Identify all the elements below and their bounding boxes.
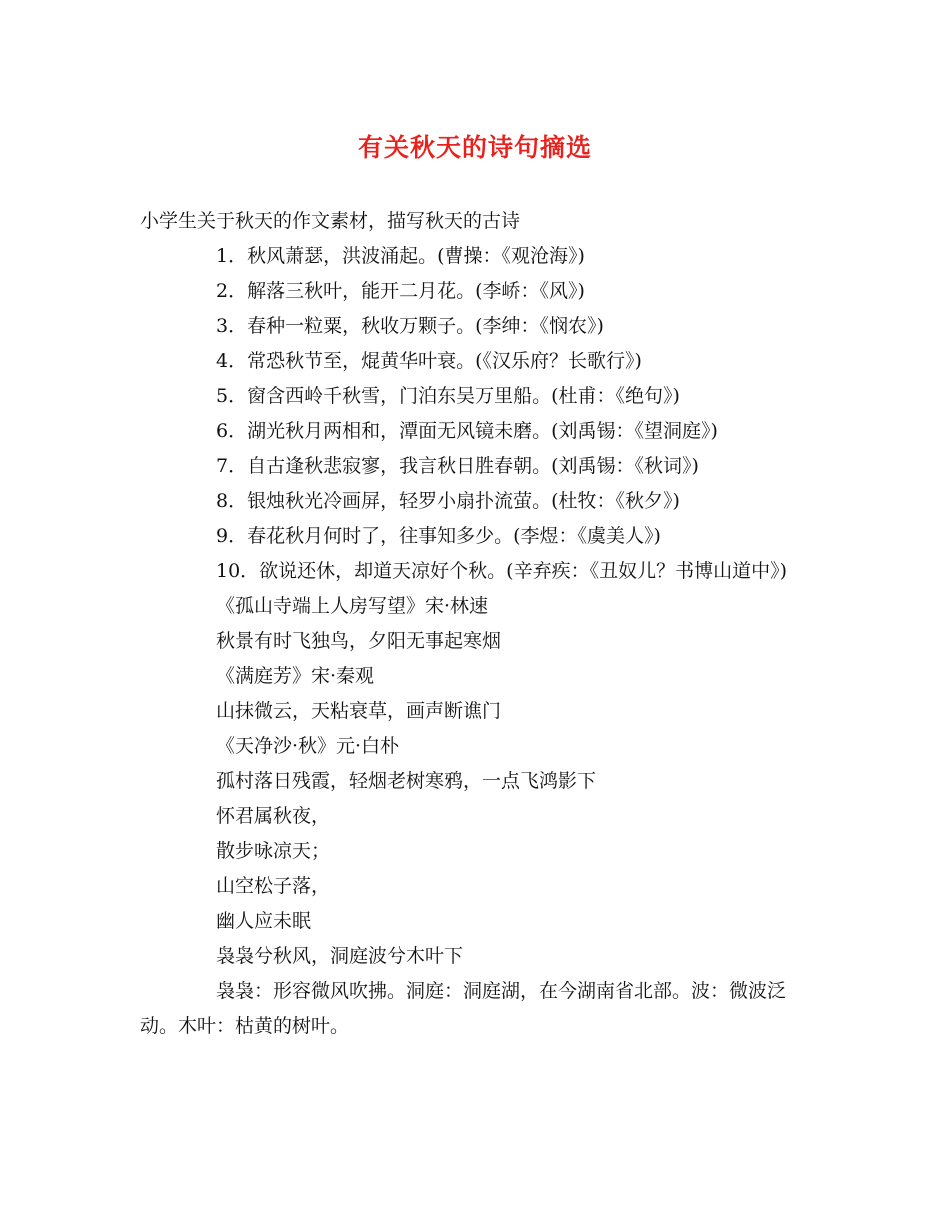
verse-line-10: 10．欲说还休，却道天凉好个秋。(辛弃疾：《丑奴儿？书博山道中》) <box>216 560 788 582</box>
verse-line-4: 4．常恐秋节至，焜黄华叶衰。(《汉乐府？长歌行》) <box>216 350 642 372</box>
verse-line-6: 6．湖光秋月两相和，潭面无风镜未磨。(刘禹锡：《望洞庭》) <box>216 420 718 442</box>
poem-line-4: 怀君属秋夜， <box>216 805 331 827</box>
annotation-note: 袅袅：形容微风吹拂。洞庭：洞庭湖，在今湖南省北部。波：微波泛动。木叶：枯黄的树叶。 <box>140 980 787 1037</box>
verse-line-3: 3．春种一粒粟，秋收万颗子。(李绅：《悯农》) <box>216 315 604 337</box>
verse-line-8: 8．银烛秋光冷画屏，轻罗小扇扑流萤。(杜牧：《秋夕》) <box>216 490 680 512</box>
poem-line-2: 山抹微云，天粘衰草，画声断谯门 <box>216 700 502 722</box>
poem-line-7: 幽人应未眠 <box>216 910 312 932</box>
verse-line-7: 7．自古逢秋悲寂寥，我言秋日胜春朝。(刘禹锡：《秋词》) <box>216 455 699 477</box>
poem-line-5: 散步咏凉天； <box>216 840 331 862</box>
poem-line-8: 袅袅兮秋风，洞庭波兮木叶下 <box>216 945 464 967</box>
verse-line-5: 5．窗含西岭千秋雪，门泊东吴万里船。(杜甫：《绝句》) <box>216 385 680 407</box>
poem-title-2: 《满庭芳》宋·秦观 <box>216 665 375 687</box>
intro-line: 小学生关于秋天的作文素材，描写秋天的古诗 <box>140 210 521 232</box>
document-body <box>140 204 820 1044</box>
poem-line-6: 山空松子落， <box>216 875 331 897</box>
poem-title-1: 《孤山寺端上人房写望》宋·林速 <box>216 595 489 617</box>
verse-line-2: 2．解落三秋叶，能开二月花。(李峤：《风》) <box>216 280 585 302</box>
poem-title-3: 《天净沙·秋》元·白朴 <box>216 735 400 757</box>
verse-line-1: 1．秋风萧瑟，洪波涌起。(曹操：《观沧海》) <box>216 245 585 267</box>
poem-line-3: 孤村落日残霞，轻烟老树寒鸦，一点飞鸿影下 <box>216 770 597 792</box>
poem-line-1: 秋景有时飞独鸟，夕阳无事起寒烟 <box>216 630 502 652</box>
document-title: 有关秋天的诗句摘选 <box>357 133 592 162</box>
verse-line-9: 9．春花秋月何时了，往事知多少。(李煜：《虞美人》) <box>216 525 661 547</box>
